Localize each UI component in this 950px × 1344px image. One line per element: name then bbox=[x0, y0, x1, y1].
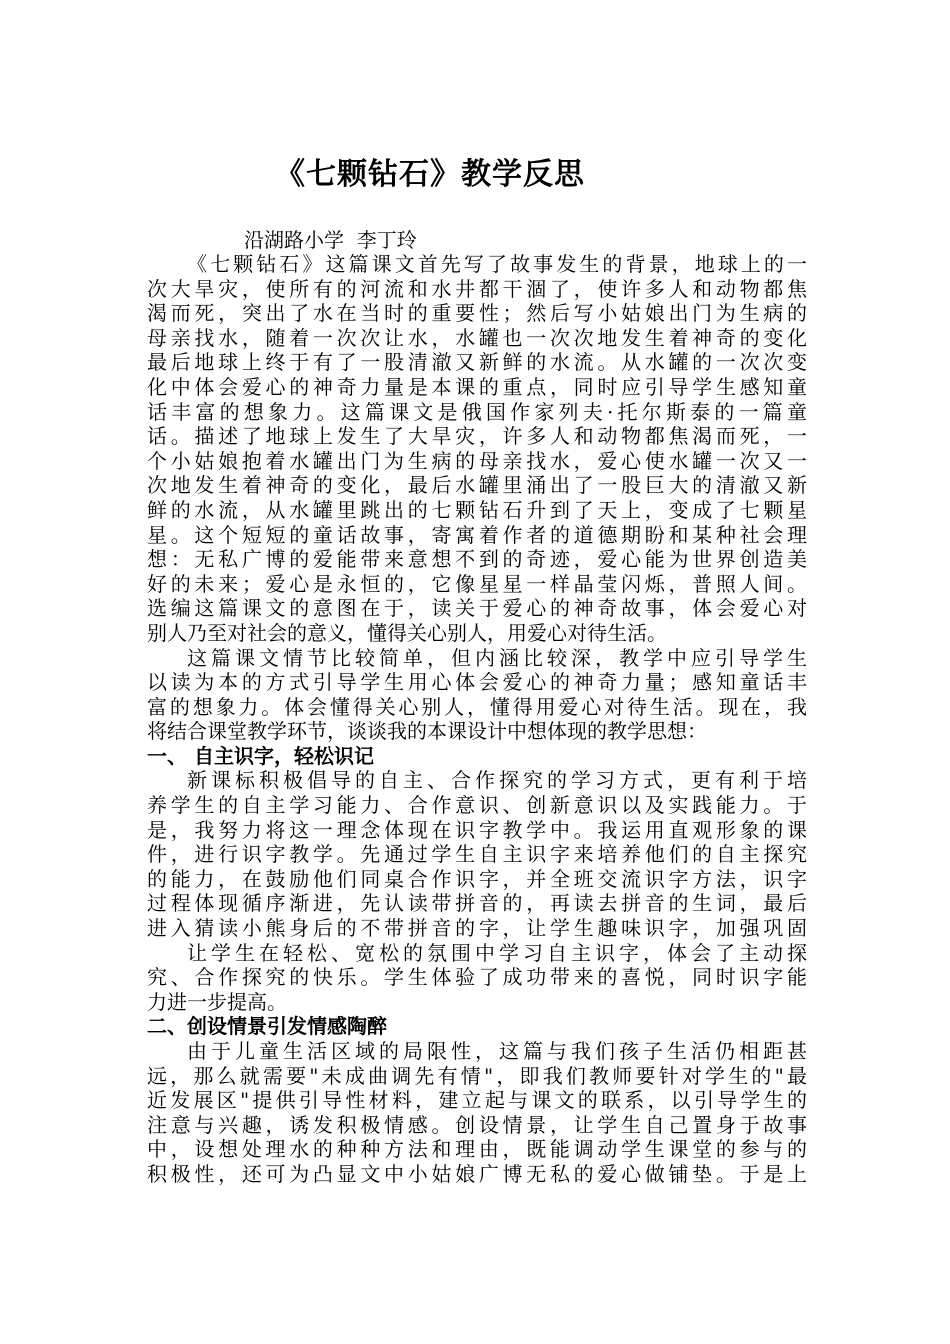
section-heading: 二、创设情景引发情感陶醉 bbox=[147, 1014, 387, 1039]
section-heading: 一、 自主识字，轻松识记 bbox=[147, 743, 374, 768]
text-line: 以读为本的方式引导学生用心体会爱心的神奇力量；感知童话丰 bbox=[147, 670, 807, 695]
text-line: 话。描述了地球上发生了大旱灾，许多人和动物都焦渴而死，一 bbox=[147, 424, 807, 449]
page-title: 《七颗钻石》教学反思 bbox=[275, 157, 585, 192]
text-line: 别人乃至对社会的意义，懂得关心别人，用爱心对待生活。 bbox=[147, 620, 667, 645]
text-line: 次地发生着神奇的变化，最后水罐里涌出了一股巨大的清澈又新 bbox=[147, 473, 807, 498]
text-line: 力进一步提高。 bbox=[147, 989, 287, 1014]
text-line: 好的未来；爱心是永恒的，它像星星一样晶莹闪烁，普照人间。 bbox=[147, 571, 807, 596]
text-line: 《七颗钻石》这篇课文首先写了故事发生的背景，地球上的一 bbox=[187, 252, 807, 276]
text-line: 养学生的自主学习能力、合作意识、创新意识以及实践能力。于 bbox=[147, 793, 807, 818]
text-line: 件，进行识字教学。先通过学生自主识字来培养他们的自主探究 bbox=[147, 842, 807, 867]
text-line: 将结合课堂教学环节，谈谈我的本课设计中想体现的教学思想： bbox=[147, 719, 707, 744]
body-text bbox=[147, 252, 807, 1187]
text-line: 远，那么就需要"未成曲调先有情"，即我们教师要针对学生的"最 bbox=[147, 1063, 807, 1088]
text-line: 究、合作探究的快乐。学生体验了成功带来的喜悦，同时识字能 bbox=[147, 965, 807, 990]
text-line: 过程体现循序渐进，先认读带拼音的，再读去拼音的生词，最后 bbox=[147, 891, 807, 916]
text-line: 最后地球上终于有了一股清澈又新鲜的水流。从水罐的一次次变 bbox=[147, 350, 807, 375]
text-line: 注意与兴趣，诱发积极情感。创设情景，让学生自己置身于故事 bbox=[147, 1112, 807, 1137]
text-line: 选编这篇课文的意图在于，读关于爱心的神奇故事，体会爱心对 bbox=[147, 596, 807, 621]
text-line: 渴而死，突出了水在当时的重要性；然后写小姑娘出门为生病的 bbox=[147, 301, 807, 326]
text-line: 话丰富的想象力。这篇课文是俄国作家列夫·托尔斯泰的一篇童 bbox=[147, 399, 807, 424]
text-line: 鲜的水流，从水罐里跳出的七颗钻石升到了天上，变成了七颗星 bbox=[147, 497, 807, 522]
text-line: 近发展区"提供引导性材料，建立起与课文的联系，以引导学生的 bbox=[147, 1088, 807, 1113]
text-line: 这篇课文情节比较简单，但内涵比较深，教学中应引导学生 bbox=[187, 645, 807, 670]
text-line: 是，我努力将这一理念体现在识字教学中。我运用直观形象的课 bbox=[147, 817, 807, 842]
text-line: 中，设想处理水的种种方法和理由，既能调动学生课堂的参与的 bbox=[147, 1137, 807, 1162]
text-line: 个小姑娘抱着水罐出门为生病的母亲找水，爱心使水罐一次又一 bbox=[147, 448, 807, 473]
text-line: 由于儿童生活区域的局限性，这篇与我们孩子生活仍相距甚 bbox=[187, 1039, 807, 1063]
text-line: 次大旱灾，使所有的河流和水井都干涸了，使许多人和动物都焦 bbox=[147, 276, 807, 301]
text-line: 母亲找水，随着一次次让水，水罐也一次次地发生着神奇的变化 bbox=[147, 325, 807, 350]
author-line: 沿湖路小学 李丁玲 bbox=[244, 228, 417, 252]
text-line: 星。这个短短的童话故事，寄寓着作者的道德期盼和某种社会理 bbox=[147, 522, 807, 547]
text-line: 想：无私广博的爱能带来意想不到的奇迹，爱心能为世界创造美 bbox=[147, 547, 807, 572]
text-line: 进入猜读小熊身后的不带拼音的字，让学生趣味识字，加强巩固 bbox=[147, 916, 807, 941]
text-line: 富的想象力。体会懂得关心别人，懂得用爱心对待生活。现在，我 bbox=[147, 694, 807, 719]
text-line: 让学生在轻松、宽松的氛围中学习自主识字，体会了主动探 bbox=[187, 940, 807, 965]
text-line: 积极性，还可为凸显文中小姑娘广博无私的爱心做铺垫。于是上 bbox=[147, 1161, 807, 1186]
text-line: 新课标积极倡导的自主、合作探究的学习方式，更有利于培 bbox=[187, 768, 807, 793]
text-line: 化中体会爱心的神奇力量是本课的重点，同时应引导学生感知童 bbox=[147, 374, 807, 399]
text-line: 的能力，在鼓励他们同桌合作识字，并全班交流识字方法，识字 bbox=[147, 866, 807, 891]
